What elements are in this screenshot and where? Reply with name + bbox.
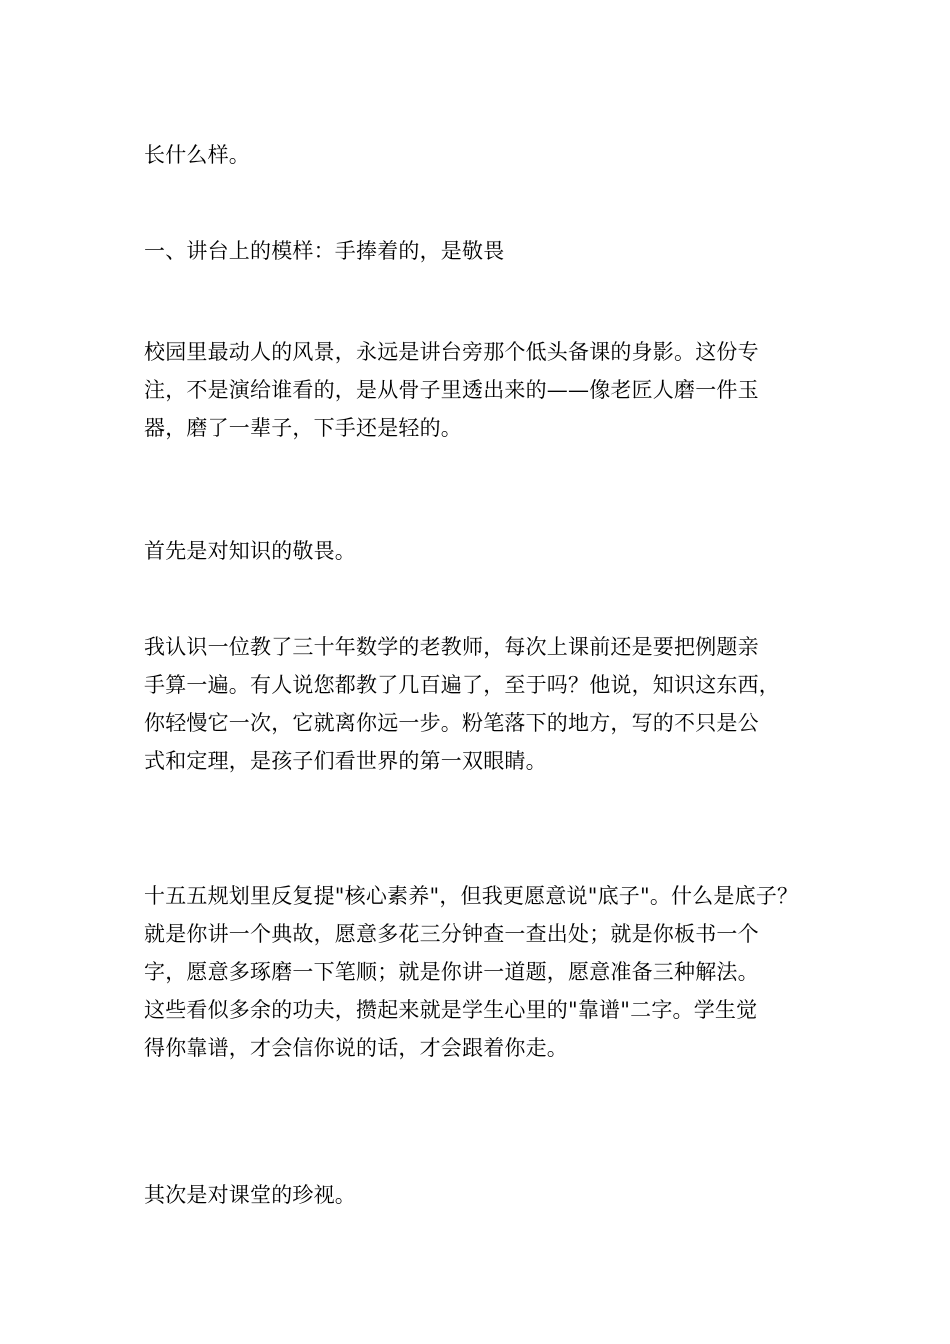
text-line: 注，不是演给谁看的，是从骨子里透出来的——像老匠人磨一件玉 — [144, 378, 759, 402]
text-line: 长什么样。 — [144, 143, 250, 167]
text-line: 器，磨了一辈子，下手还是轻的。 — [144, 416, 462, 440]
text-line: 其次是对课堂的珍视。 — [144, 1183, 356, 1207]
paragraph-old-teacher — [144, 628, 814, 780]
text-line: 式和定理，是孩子们看世界的第一双眼睛。 — [144, 749, 547, 773]
subheading-knowledge — [144, 532, 814, 570]
paragraph-campus-scene — [144, 333, 814, 447]
paragraph-core-literacy — [144, 877, 814, 1067]
text-line: 就是你讲一个典故，愿意多花三分钟查一查出处；就是你板书一个 — [144, 922, 759, 946]
text-line: 这些看似多余的功夫，攒起来就是学生心里的"靠谱"二字。学生觉 — [144, 998, 758, 1022]
paragraph-continuation — [144, 136, 814, 174]
text-line: 你轻慢它一次，它就离你远一步。粉笔落下的地方，写的不只是公 — [144, 711, 759, 735]
text-line: 校园里最动人的风景，永远是讲台旁那个低头备课的身影。这份专 — [144, 340, 759, 364]
text-line: 十五五规划里反复提"核心素养"，但我更愿意说"底子"。什么是底子？ — [144, 884, 799, 908]
text-line: 得你靠谱，才会信你说的话，才会跟着你走。 — [144, 1036, 568, 1060]
text-line: 手算一遍。有人说您都教了几百遍了，至于吗？他说，知识这东西， — [144, 673, 780, 697]
text-line: 字，愿意多琢磨一下笔顺；就是你讲一道题，愿意准备三种解法。 — [144, 960, 759, 984]
text-line: 我认识一位教了三十年数学的老教师，每次上课前还是要把例题亲 — [144, 635, 759, 659]
section-heading — [144, 232, 814, 270]
heading-line: 一、讲台上的模样：手捧着的，是敬畏 — [144, 239, 505, 263]
subheading-classroom — [144, 1176, 814, 1214]
text-line: 首先是对知识的敬畏。 — [144, 539, 356, 563]
